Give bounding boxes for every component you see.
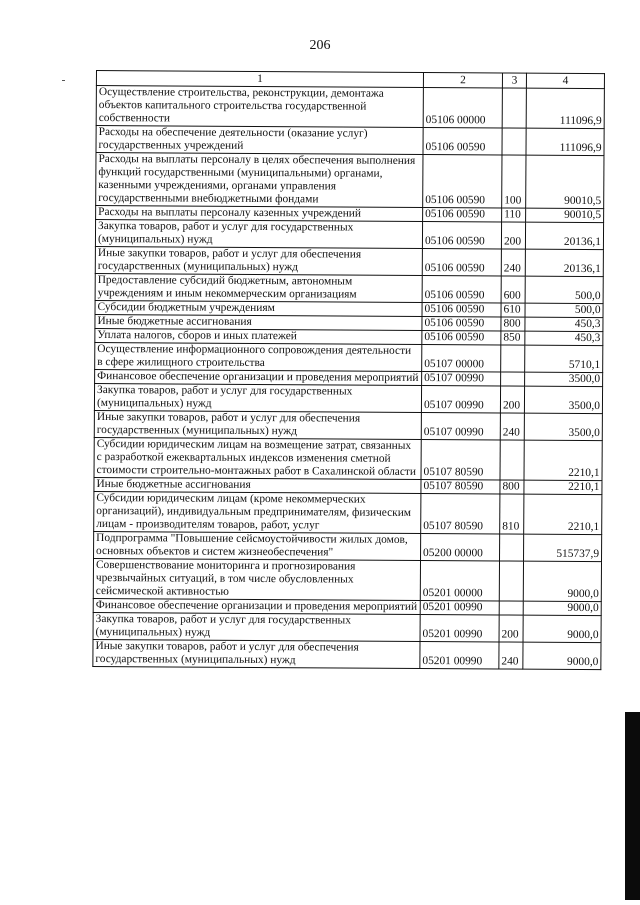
col-header-4: 4	[526, 73, 604, 88]
row-description: Иные закупки товаров, работ и услуг для обеспечения государственных (муниципальных) нужд	[93, 639, 420, 668]
row-target-code: 05107 80590	[421, 439, 500, 479]
row-target-code: 05106 00590	[422, 330, 501, 344]
row-target-code: 05201 00000	[420, 560, 499, 600]
row-description: Субсидии бюджетным учреждениям	[95, 300, 422, 316]
row-target-code: 05107 80590	[421, 493, 500, 533]
row-expense-type	[499, 601, 523, 615]
row-amount: 111096,9	[526, 128, 604, 155]
table-row	[94, 383, 602, 413]
row-target-code: 05106 00590	[423, 127, 502, 154]
row-target-code: 05106 00000	[423, 88, 502, 128]
table-row	[93, 639, 601, 669]
row-expense-type: 240	[499, 642, 523, 669]
row-target-code: 05106 00590	[422, 221, 501, 248]
row-expense-type: 240	[501, 249, 525, 276]
row-amount: 2210,1	[524, 440, 602, 480]
row-amount: 450,3	[525, 331, 603, 345]
table-row	[95, 246, 603, 276]
table-row	[94, 437, 602, 480]
table-row	[94, 491, 602, 534]
row-expense-type: 800	[501, 317, 525, 331]
col-header-1: 1	[96, 71, 423, 88]
row-description: Расходы на обеспечение деятельности (оказание услуг) государственных учреждений	[96, 126, 423, 155]
col-header-3: 3	[502, 73, 526, 88]
table-row	[96, 153, 604, 209]
row-amount: 2210,1	[524, 480, 602, 494]
row-description: Совершенствование мониторинга и прогнозирования чрезвычайных ситуаций, в том числе обусловленных сейсмической активностью	[93, 558, 420, 600]
row-amount: 3500,0	[524, 386, 602, 413]
row-amount: 20136,1	[525, 222, 603, 249]
col-header-2: 2	[423, 73, 502, 88]
table-row	[94, 531, 602, 561]
row-amount: 500,0	[525, 303, 603, 317]
budget-table	[92, 70, 605, 670]
row-expense-type: 110	[502, 208, 526, 222]
row-amount: 450,3	[525, 317, 603, 331]
row-description: Осуществление информационного сопровождения деятельности в сфере жилищного строительства	[95, 342, 422, 371]
row-target-code: 05106 00590	[423, 154, 502, 207]
row-description: Иные бюджетные ассигнования	[94, 477, 421, 493]
row-description: Иные закупки товаров, работ и услуг для обеспечения государственных (муниципальных) нужд	[94, 410, 421, 439]
row-expense-type: 200	[499, 615, 523, 642]
row-expense-type	[500, 440, 524, 480]
row-amount: 9000,0	[523, 615, 601, 642]
row-expense-type: 600	[501, 276, 525, 303]
table-row	[96, 126, 604, 156]
row-amount: 9000,0	[523, 601, 601, 615]
row-amount: 9000,0	[523, 561, 601, 601]
row-amount: 3500,0	[524, 413, 602, 440]
row-description: Иные закупки товаров, работ и услуг для обеспечения государственных (муниципальных) нужд	[95, 246, 422, 275]
row-expense-type	[502, 128, 526, 155]
page-number: 206	[309, 38, 331, 53]
row-target-code: 05107 00000	[422, 344, 501, 371]
table-row	[94, 410, 602, 440]
row-description: Закупка товаров, работ и услуг для государственных (муниципальных) нужд	[95, 220, 422, 249]
row-description: Закупка товаров, работ и услуг для государственных (муниципальных) нужд	[93, 612, 420, 641]
row-description: Предоставление субсидий бюджетным, автономным учреждениям и иным некоммерческим организациям	[95, 273, 422, 302]
row-amount: 3500,0	[525, 372, 603, 386]
row-expense-type: 240	[500, 413, 524, 440]
row-target-code: 05201 00990	[420, 614, 499, 641]
row-expense-type	[502, 88, 526, 128]
row-target-code: 05106 00590	[423, 207, 502, 221]
row-amount: 20136,1	[525, 249, 603, 276]
row-amount: 9000,0	[523, 642, 601, 669]
row-expense-type	[501, 372, 525, 386]
row-description: Расходы на выплаты персоналу в целях обеспечения выполнения функций государственными (муниципальными) органами, казенными учреждениями, органами управления государственными внебюджетными фондами	[96, 153, 423, 208]
row-amount: 2210,1	[524, 494, 602, 534]
table-row	[96, 86, 604, 129]
margin-mark	[62, 80, 65, 81]
table-row	[95, 342, 603, 372]
row-target-code: 05107 00990	[422, 371, 501, 385]
row-target-code: 05201 00990	[420, 641, 499, 668]
row-amount: 500,0	[525, 276, 603, 303]
row-description: Иные бюджетные ассигнования	[95, 314, 422, 330]
row-target-code: 05106 00590	[422, 302, 501, 316]
row-expense-type: 810	[500, 494, 524, 534]
row-amount: 515737,9	[524, 534, 602, 561]
row-expense-type	[500, 534, 524, 561]
row-expense-type: 200	[501, 222, 525, 249]
row-description: Субсидии юридическим лицам на возмещение затрат, связанных с разработкой ежеквартальных индексов изменения сметной стоимости строительно-монтажных работ в Сахалинской области	[94, 437, 421, 479]
row-target-code: 05106 00590	[422, 275, 501, 302]
row-target-code: 05106 00590	[422, 248, 501, 275]
row-target-code: 05200 00000	[421, 533, 500, 560]
row-expense-type: 850	[501, 331, 525, 345]
row-expense-type	[499, 561, 523, 601]
row-expense-type: 610	[501, 303, 525, 317]
row-target-code: 05201 00990	[420, 600, 499, 614]
row-target-code: 05107 80590	[421, 479, 500, 493]
row-amount: 111096,9	[526, 88, 604, 128]
table-row	[93, 558, 601, 601]
row-description: Расходы на выплаты персоналу казенных учреждений	[96, 206, 423, 222]
row-expense-type: 800	[500, 480, 524, 494]
table-row	[95, 220, 603, 250]
row-description: Осуществление строительства, реконструкции, демонтажа объектов капитального строительства государственной собственности	[96, 86, 423, 128]
table-row	[95, 273, 603, 303]
scan-edge-mark	[625, 712, 640, 900]
row-target-code: 05107 00990	[421, 412, 500, 439]
row-description: Уплата налогов, сборов и иных платежей	[95, 328, 422, 344]
table-row	[93, 612, 601, 642]
row-amount: 5710,1	[525, 345, 603, 372]
row-description: Субсидии юридическим лицам (кроме некоммерческих организаций), индивидуальным предпринимателям, физическим лицам - производителям товаров, работ, услуг	[94, 491, 421, 533]
row-description: Финансовое обеспечение организации и проведения мероприятий	[93, 598, 420, 614]
row-expense-type: 100	[502, 155, 526, 208]
row-amount: 90010,5	[526, 155, 604, 208]
row-target-code: 05106 00590	[422, 316, 501, 330]
row-target-code: 05107 00990	[421, 385, 500, 412]
row-description: Подпрограмма "Повышение сейсмоустойчивости жилых домов, основных объектов и систем жизнеобеспечения"	[94, 531, 421, 560]
row-expense-type: 200	[500, 386, 524, 413]
row-expense-type	[501, 345, 525, 372]
row-amount: 90010,5	[526, 208, 604, 222]
row-description: Финансовое обеспечение организации и проведения мероприятий	[95, 369, 422, 385]
row-description: Закупка товаров, работ и услуг для государственных (муниципальных) нужд	[94, 383, 421, 412]
